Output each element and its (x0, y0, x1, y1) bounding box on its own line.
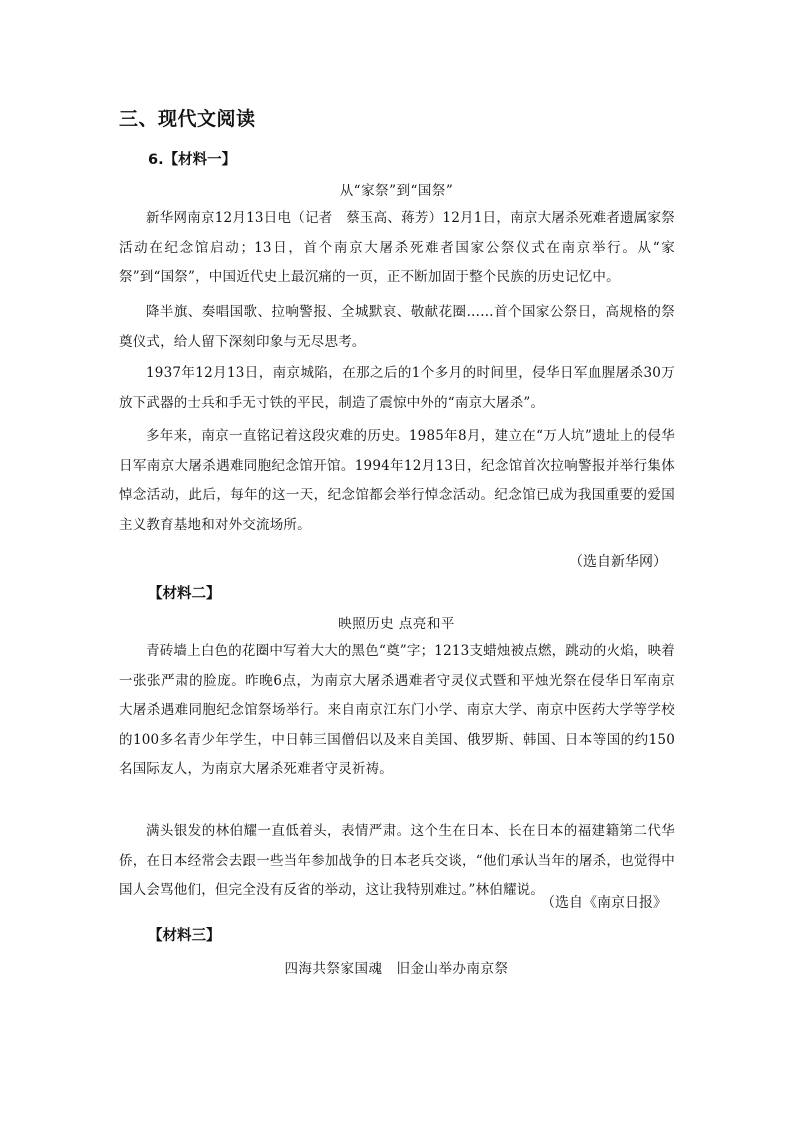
material-one-label: 6.【材料一】 (148, 152, 237, 168)
material-two-source: （选自《南京日报》 (541, 895, 667, 911)
section-heading: 三、现代文阅读 (119, 108, 256, 130)
material-two-label: 【材料二】 (148, 586, 221, 602)
material-one-title: 从“家祭”到“国祭” (339, 183, 454, 199)
material-two-title: 映照历史 点亮和平 (338, 616, 455, 632)
material-one-paragraph-4: 多年来，南京一直铭记着这段灾难的历史。1985年8月，建立在“万人坑”遗址上的侵华日军南京大屠杀遇难同胞纪念馆开馆。1994年12月13日，纪念馆首次拉响警报并举行集体悼念活动，此后，每年的这一天，纪念馆都会举行悼念活动。纪念馆已成为我国重要的爱国主义教育基地和对外交流场所。 (119, 428, 675, 533)
material-two-paragraph-1: 青砖墙上白色的花圈中写着大大的黑色“奠”字；1213支蜡烛被点燃，跳动的火焰，映着一张张严肃的脸庞。昨晚6点，为南京大屠杀遇难者守灵仪式暨和平烛光祭在侵华日军南京大屠杀遇难同胞纪念馆祭场举行。来自南京江东门小学、南京大学、南京中医药大学等学校的100多名青少年学生，中日韩三国僧侣以及来自美国、俄罗斯、韩国、日本等国的约150名国际友人，为南京大屠杀死难者守灵祈祷。 (119, 643, 675, 777)
material-one-paragraph-2: 降半旗、奏唱国歌、拉响警报、全城默哀、敬献花圈……首个国家公祭日，高规格的祭奠仪式，给人留下深刻印象与无尽思考。 (119, 304, 675, 350)
material-one-paragraph-1: 新华网南京12月13日电（记者 蔡玉高、蒋芳）12月1日，南京大屠杀死难者遗属家祭活动在纪念馆启动；13日，首个南京大屠杀死难者国家公祭仪式在南京举行。从“家祭”到“国祭”，中国近代史上最沉痛的一页，正不断加固于整个民族的历史记忆中。 (119, 210, 675, 285)
material-three-label: 【材料三】 (148, 928, 221, 944)
material-three-title: 四海共祭家国魂 旧金山举办南京祭 (284, 961, 509, 977)
material-one-paragraph-3: 1937年12月13日，南京城陷，在那之后的1个多月的时间里，侵华日军血腥屠杀30万放下武器的士兵和手无寸铁的平民，制造了震惊中外的“南京大屠杀”。 (119, 365, 675, 411)
material-one-source: （选自新华网） (569, 554, 667, 570)
material-two-paragraph-2: 满头银发的林伯耀一直低着头，表情严肃。这个生在日本、长在日本的福建籍第二代华侨，在日本经常会去跟一些当年参加战争的日本老兵交谈，“他们承认当年的屠杀，也觉得中国人会骂他们，但完全没有反省的举动，这让我特别难过。”林伯耀说。 (119, 823, 675, 898)
